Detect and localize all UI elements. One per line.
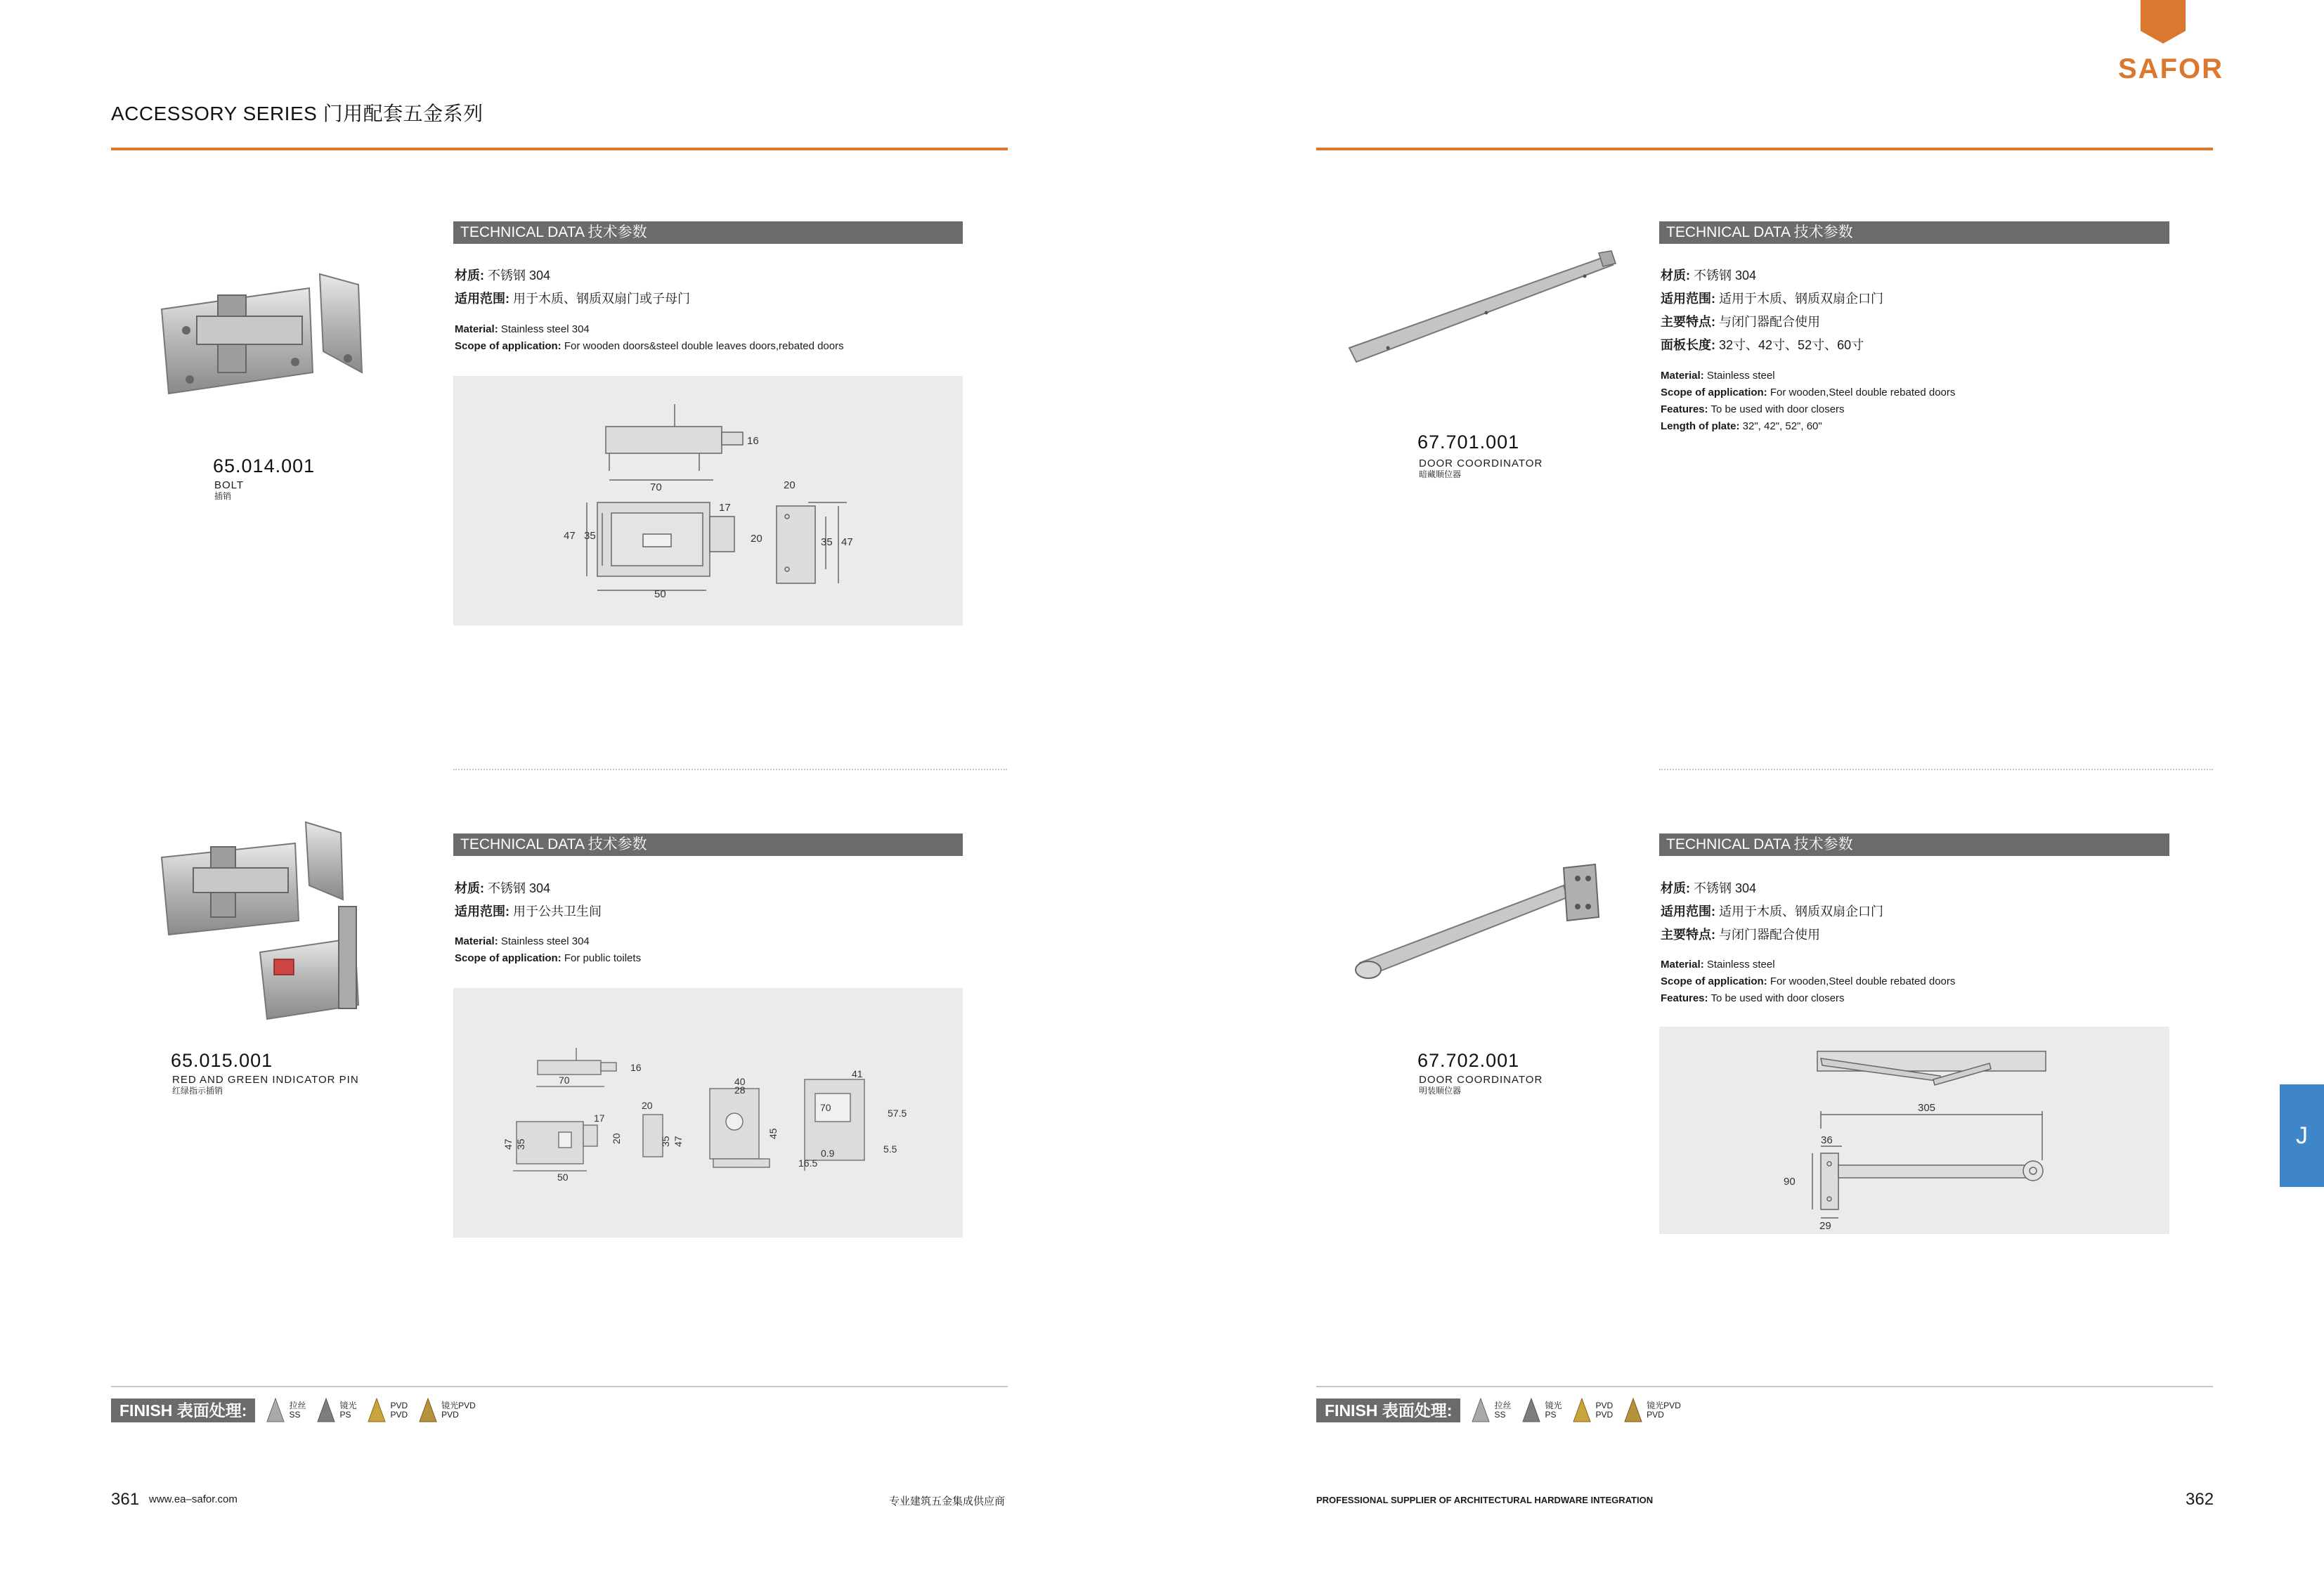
specs-zh [1661, 877, 1883, 947]
dim-label: 41 [852, 1068, 863, 1079]
spec-row: Scope of application: For public toilets [455, 952, 642, 964]
technical-data-bar: TECHNICAL DATA 技术参数 [1659, 221, 2169, 244]
product-name-zh: 红绿指示插销 [172, 1086, 223, 1096]
product-image-bolt [155, 267, 379, 411]
dim-label: 50 [654, 588, 666, 600]
product-name-en: RED AND GREEN INDICATOR PIN [172, 1074, 359, 1086]
dim-label: 70 [820, 1102, 831, 1113]
indicator-pin-photo-icon [155, 815, 379, 1026]
finish-en: PVD [1647, 1410, 1664, 1420]
finish-cone-icon [1521, 1398, 1542, 1423]
dim-label: 70 [650, 481, 662, 493]
spec-row: Features: To be used with door closers [1661, 403, 1845, 415]
section-divider-right [1659, 769, 2213, 770]
product-name-en: DOOR COORDINATOR [1419, 457, 1543, 469]
dim-label: 35 [584, 530, 596, 542]
product-code: 65.014.001 [213, 455, 316, 476]
finish-zh: 拉丝 [289, 1401, 306, 1410]
finish-zh: 拉丝 [1494, 1401, 1512, 1410]
product-name-zh: 暗藏顺位器 [1419, 469, 1462, 479]
spec-row: 材质: 不锈钢 304 [455, 881, 551, 895]
spec-row: Material: Stainless steel [1661, 959, 1775, 971]
dim-label: 45 [767, 1128, 779, 1139]
dim-label: 20 [642, 1100, 653, 1111]
dim-label: 40 [734, 1076, 746, 1087]
spec-row: Material: Stainless steel 304 [455, 935, 590, 947]
page-number-right: 362 [2186, 1490, 2214, 1509]
finish-legend-left [111, 1398, 476, 1422]
spec-row: 材质: 不锈钢 304 [1661, 881, 1757, 895]
finish-item [1470, 1398, 1511, 1423]
finish-en: PVD [1595, 1410, 1614, 1420]
technical-data-bar: TECHNICAL DATA 技术参数 [1659, 833, 2169, 856]
technical-drawing [453, 376, 963, 625]
spec-row: Material: Stainless steel 304 [455, 323, 590, 335]
footer-tagline-right: PROFESSIONAL SUPPLIER OF ARCHITECTURAL HARDWARE INTEGRATION [1316, 1495, 1654, 1505]
finish-label: FINISH 表面处理: [1316, 1398, 1460, 1422]
spec-row: Scope of application: For wooden,Steel double rebated doors [1661, 975, 1956, 987]
product-name-en: DOOR COORDINATOR [1419, 1074, 1543, 1086]
product-code: 67.701.001 [1417, 431, 1520, 453]
bolt-drawing-icon [453, 376, 963, 625]
product-image-surface-coordinator [1353, 854, 1620, 998]
finish-zh: 镜光 [1545, 1401, 1562, 1410]
product-image-indicator-pin [155, 815, 379, 1030]
dim-label: 17 [719, 502, 731, 514]
dim-label: 57.5 [888, 1108, 907, 1119]
finish-en: PVD [390, 1410, 408, 1420]
dim-label: 20 [751, 533, 762, 545]
specs-zh [455, 264, 690, 311]
footer-tagline-left: 专业建筑五金集成供应商 [889, 1495, 1006, 1507]
spec-row: 适用范围: 用于木质、钢质双扇门或子母门 [455, 292, 691, 306]
series-title: ACCESSORY SERIES 门用配套五金系列 [111, 103, 483, 124]
dim-label: 35 [821, 536, 833, 548]
finish-en: SS [1494, 1410, 1506, 1420]
finish-zh: PVD [1595, 1401, 1614, 1410]
product-name-zh: 明装顺位器 [1419, 1086, 1462, 1096]
finish-cone-icon [1623, 1398, 1644, 1423]
dim-label: 17 [594, 1112, 605, 1124]
technical-drawing [453, 988, 963, 1238]
spec-row: Scope of application: For wooden doors&steel double leaves doors,rebated doors [455, 340, 844, 352]
dim-label: 70 [559, 1075, 570, 1086]
indicator-pin-drawing-icon [453, 988, 963, 1238]
section-tab-j[interactable]: J [2280, 1084, 2324, 1187]
dim-label: 0.9 [821, 1148, 835, 1159]
spec-row: 主要特点: 与闭门器配合使用 [1661, 928, 1821, 942]
header-rule-right [1316, 148, 2213, 150]
technical-data-bar: TECHNICAL DATA 技术参数 [453, 833, 963, 856]
finish-cone-icon [1470, 1398, 1491, 1423]
dim-label: 16.5 [798, 1157, 818, 1169]
finish-item [366, 1398, 408, 1423]
page-number-left: 361 [111, 1490, 140, 1509]
finish-legend-right [1316, 1398, 1681, 1422]
product-code: 67.702.001 [1417, 1050, 1520, 1071]
dim-label: 305 [1918, 1102, 1936, 1114]
finish-en: SS [289, 1410, 301, 1420]
spec-row: Material: Stainless steel [1661, 370, 1775, 382]
product-image-concealed-coordinator [1346, 249, 1620, 372]
spec-row: 适用范围: 适用于木质、钢质双扇企口门 [1661, 904, 1884, 919]
dim-label: 47 [564, 530, 576, 542]
finish-rule-right [1316, 1386, 2213, 1387]
spec-row: 适用范围: 用于公共卫生间 [455, 904, 602, 919]
dim-label: 35 [660, 1136, 671, 1147]
dim-label: 47 [673, 1136, 684, 1147]
spec-row: 面板长度: 32寸、42寸、52寸、60寸 [1661, 338, 1864, 352]
finish-item [1623, 1398, 1681, 1423]
finish-zh: 镜光PVD [1647, 1401, 1681, 1410]
finish-en: PS [1545, 1410, 1557, 1420]
finish-en: PVD [441, 1410, 459, 1420]
website-link[interactable]: www.ea–safor.com [149, 1493, 238, 1505]
dim-label: 47 [502, 1138, 514, 1150]
surface-coordinator-photo-icon [1353, 854, 1620, 994]
technical-data-bar: TECHNICAL DATA 技术参数 [453, 221, 963, 244]
specs-en [1661, 368, 1955, 435]
dim-label: 28 [734, 1084, 746, 1096]
spec-row: 材质: 不锈钢 304 [1661, 268, 1757, 283]
finish-item [316, 1398, 356, 1423]
finish-cone-icon [366, 1398, 387, 1423]
dim-label: 16 [630, 1062, 642, 1073]
finish-label: FINISH 表面处理: [111, 1398, 255, 1422]
finish-cone-icon [417, 1398, 439, 1423]
dim-label: 20 [611, 1133, 622, 1144]
dim-label: 36 [1821, 1134, 1833, 1146]
product-name-en: BOLT [214, 479, 245, 491]
dim-label: 47 [841, 536, 853, 548]
surface-coordinator-drawing-icon [1659, 1027, 2169, 1234]
finish-item [417, 1398, 476, 1423]
specs-en [455, 321, 844, 355]
product-name-zh: 插销 [214, 491, 232, 501]
finish-zh: PVD [390, 1401, 408, 1410]
brand-logo [2115, 0, 2224, 84]
dim-label: 50 [557, 1172, 569, 1183]
spec-row: Length of plate: 32", 42", 52", 60" [1661, 420, 1822, 432]
dim-label: 90 [1784, 1176, 1796, 1188]
finish-rule-left [111, 1386, 1008, 1387]
specs-zh [1661, 264, 1883, 357]
brand-name: SAFOR [2118, 53, 2224, 84]
dim-label: 20 [784, 479, 796, 491]
finish-zh: 镜光PVD [441, 1401, 476, 1410]
spec-row: 适用范围: 适用于木质、钢质双扇企口门 [1661, 292, 1884, 306]
bolt-photo-icon [155, 267, 379, 408]
dim-label: 29 [1819, 1220, 1831, 1232]
header-rule-left [111, 148, 1008, 150]
spec-row: 主要特点: 与闭门器配合使用 [1661, 315, 1821, 329]
section-divider-left [453, 769, 1007, 770]
specs-en [455, 933, 641, 967]
finish-item [1571, 1398, 1613, 1423]
specs-zh [455, 877, 602, 923]
dim-label: 35 [515, 1138, 526, 1150]
spec-row: Features: To be used with door closers [1661, 992, 1845, 1004]
technical-drawing [1659, 1027, 2169, 1234]
finish-item [265, 1398, 306, 1423]
dim-label: 16 [747, 435, 759, 447]
finish-zh: 镜光 [339, 1401, 357, 1410]
dim-label: 5.5 [883, 1143, 897, 1155]
finish-cone-icon [265, 1398, 286, 1423]
concealed-coordinator-photo-icon [1346, 249, 1620, 369]
finish-item [1521, 1398, 1562, 1423]
finish-cone-icon [1571, 1398, 1592, 1423]
specs-en [1661, 956, 1955, 1007]
spec-row: 材质: 不锈钢 304 [455, 268, 551, 283]
spec-row: Scope of application: For wooden,Steel double rebated doors [1661, 387, 1956, 398]
finish-en: PS [339, 1410, 351, 1420]
finish-cone-icon [316, 1398, 337, 1423]
product-code: 65.015.001 [171, 1050, 273, 1071]
